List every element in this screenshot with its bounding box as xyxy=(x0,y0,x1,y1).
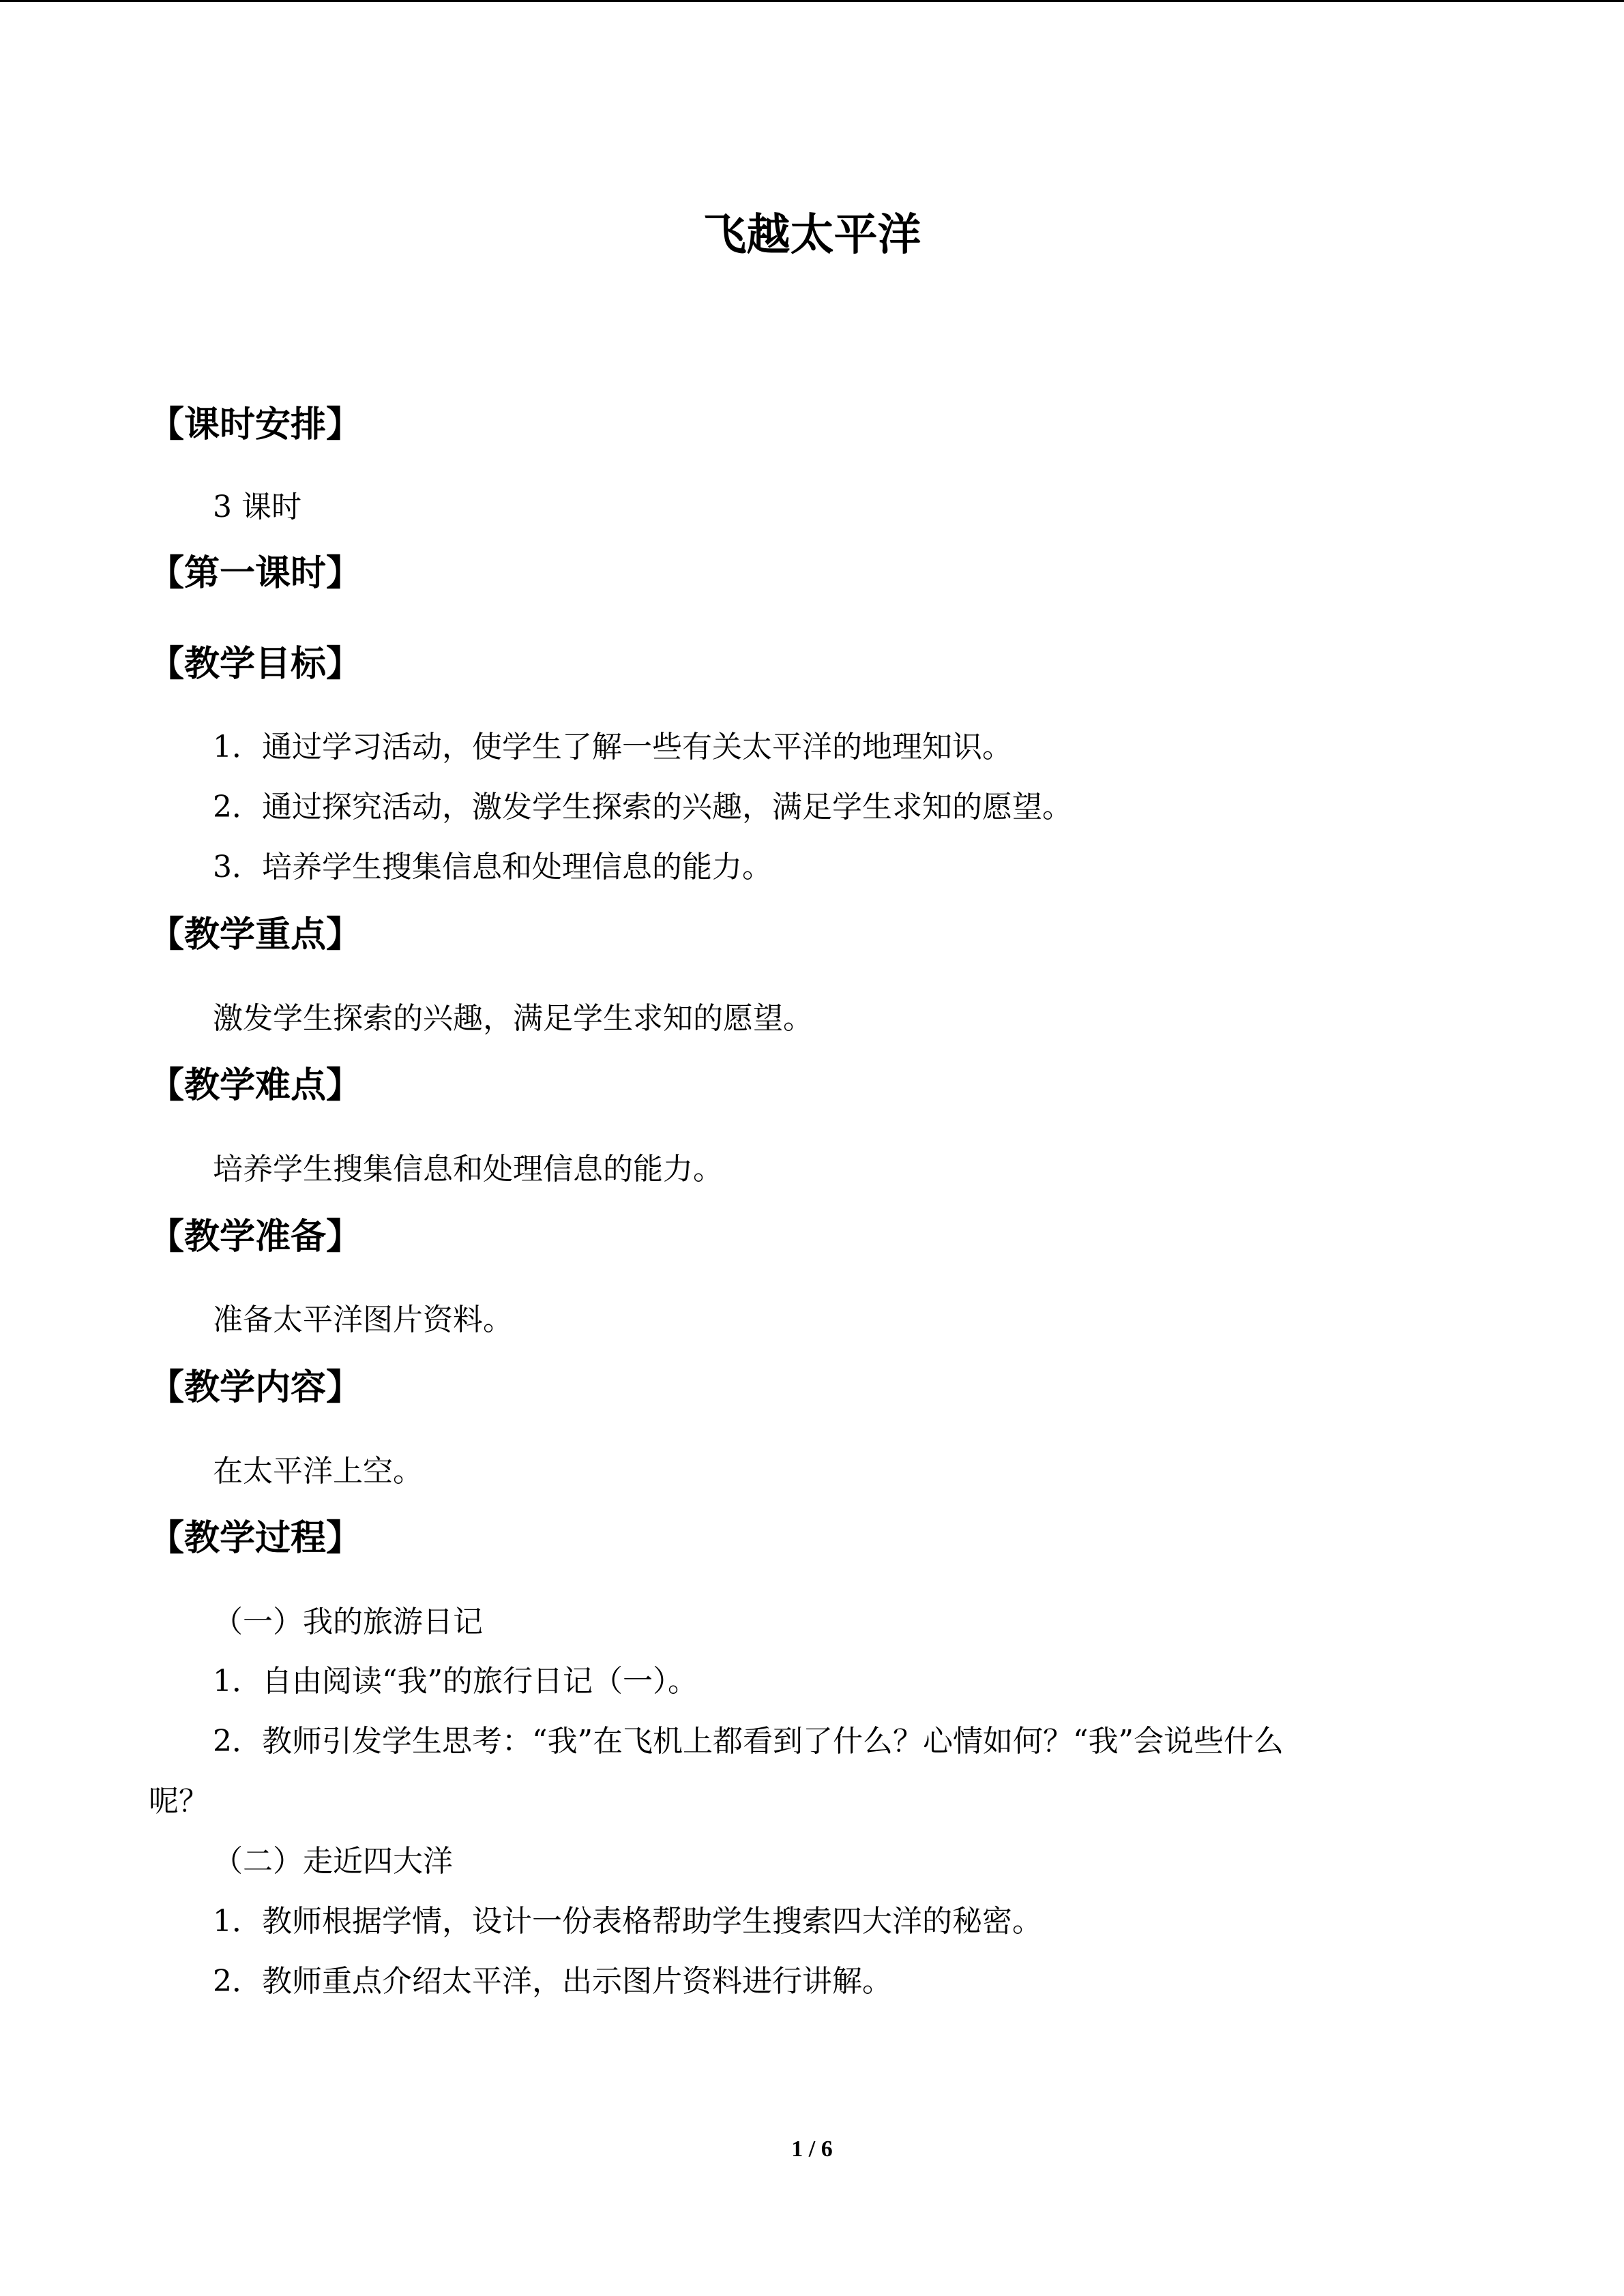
content-text: 在太平洋上空。 xyxy=(213,1454,423,1489)
heading-objectives: 【教学目标】 xyxy=(149,644,362,685)
difficulties-text: 培养学生搜集信息和处理信息的能力。 xyxy=(213,1152,723,1187)
process-part2-title: （二）走近四大洋 xyxy=(213,1844,453,1879)
process-part2-item-1: 1．教师根据学情，设计一份表格帮助学生搜索四大洋的秘密。 xyxy=(213,1904,1042,1939)
heading-content: 【教学内容】 xyxy=(149,1367,362,1408)
process-part2-item-2: 2．教师重点介绍太平洋，出示图片资料进行讲解。 xyxy=(213,1964,892,1999)
schedule-text: 3 课时 xyxy=(213,490,301,524)
heading-first-lesson: 【第一课时】 xyxy=(149,553,362,594)
page-number: 1 / 6 xyxy=(791,2136,833,2162)
process-part1-item-2: 2．教师引发学生思考：“我”在飞机上都看到了什么？心情如何？“我”会说些什么 xyxy=(213,1724,1284,1759)
document-title: 飞越太平洋 xyxy=(703,210,921,260)
objective-item-3: 3．培养学生搜集信息和处理信息的能力。 xyxy=(213,850,772,884)
objective-item-2: 2．通过探究活动，激发学生探索的兴趣，满足学生求知的愿望。 xyxy=(213,790,1072,824)
heading-preparation: 【教学准备】 xyxy=(149,1217,362,1257)
objective-item-1: 1．通过学习活动，使学生了解一些有关太平洋的地理知识。 xyxy=(213,730,1012,764)
heading-schedule: 【课时安排】 xyxy=(149,404,362,445)
process-part1-item-1: 1．自由阅读“我”的旅行日记（一）。 xyxy=(213,1664,698,1699)
heading-difficulties: 【教学难点】 xyxy=(149,1065,362,1106)
key-points-text: 激发学生探索的兴趣，满足学生求知的愿望。 xyxy=(213,1001,813,1036)
heading-key-points: 【教学重点】 xyxy=(149,914,362,955)
preparation-text: 准备太平洋图片资料。 xyxy=(213,1302,513,1337)
process-part1-title: （一）我的旅游日记 xyxy=(213,1605,483,1639)
process-part1-item-2-cont: 呢？ xyxy=(149,1784,209,1819)
heading-process: 【教学过程】 xyxy=(149,1518,362,1559)
